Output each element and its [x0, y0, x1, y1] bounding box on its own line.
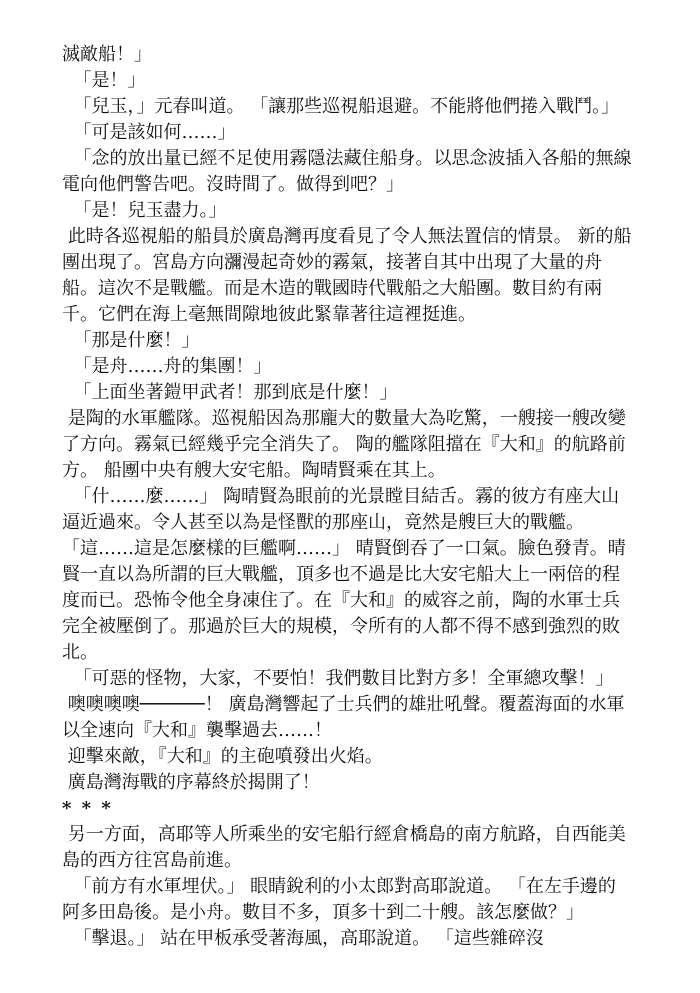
paragraph: 「什……麼……」 陶晴賢為眼前的光景瞠目結舌。霧的彼方有座大山逼近過來。令人甚至以為是怪獸的那座山，竟然是艘巨大的戰艦。 「這……這是怎麼樣的巨艦啊……」 晴賢倒吞了一口氣。臉色發青。晴賢一直以為所謂的巨大戰艦，頂多也不過是比大安宅船大上一兩倍的程度而已。恐怖令他全身凍住了。在『大和』的威容之前，陶的水軍士兵完全被壓倒了。那過於巨大的規模，令所有的人都不得不感到強烈的敗北。 — [62, 486, 626, 663]
paragraph: 「兒玉，」元春叫道。 「讓那些巡視船退避。不能將他們捲入戰鬥。」 — [62, 96, 620, 117]
paragraph: 「是！」 — [62, 70, 146, 91]
section-separator: * * * — [62, 798, 113, 819]
paragraph: 「可是該如何……」 — [62, 122, 236, 143]
paragraph: 「上面坐著鎧甲武者！那到底是什麼！」 — [62, 382, 398, 403]
page-text — [62, 42, 632, 952]
paragraph: 滅敵船！」 — [62, 44, 152, 65]
paragraph: 「擊退。」 站在甲板承受著海風，高耶說道。 「這些雜碎沒 — [62, 928, 544, 949]
paragraph: 「那是什麼！」 — [62, 330, 200, 351]
paragraph: 此時各巡視船的船員於廣島灣再度看見了令人無法置信的情景。 新的船團出現了。宮島方向瀰漫起奇妙的霧氣，接著自其中出現了大量的舟船。這次不是戰艦。而是木造的戰國時代戰船之大船團。數目約有兩千。它們在海上毫無間隙地彼此緊靠著往這裡挺進。 — [62, 226, 632, 325]
paragraph: 迎擊來敵，『大和』的主砲噴發出火焰。 — [62, 746, 383, 767]
paragraph: 「可惡的怪物，大家，不要怕！我們數目比對方多！全軍總攻擊！」 — [62, 668, 614, 689]
paragraph: 是陶的水軍艦隊。巡視船因為那龐大的數量大為吃驚，一艘接一艘改變了方向。霧氣已經幾乎完全消失了。 陶的艦隊阻擋在『大和』的航路前方。 船團中央有艘大安宅船。陶晴賢乘在其上。 — [62, 408, 626, 481]
paragraph: 「是！兒玉盡力。」 — [62, 200, 227, 221]
paragraph: 「是舟……舟的集團！」 — [62, 356, 272, 377]
paragraph: 「前方有水軍埋伏。」 眼睛銳利的小太郎對高耶說道。 「在左手邊的阿多田島後。是小舟。數目不多，頂多十到二十艘。該怎麼做？」 — [62, 876, 616, 923]
paragraph: 另一方面，高耶等人所乘坐的安宅船行經倉橋島的南方航路，自西能美島的西方往宮島前進。 — [62, 824, 626, 871]
paragraph: 「念的放出量已經不足使用霧隱法藏住船身。以思念波插入各船的無線電向他們警告吧。沒時間了。做得到吧？」 — [62, 148, 632, 195]
paragraph: 廣島灣海戰的序幕終於揭開了！ — [62, 772, 320, 793]
paragraph: 噢噢噢噢──────！ 廣島灣響起了士兵們的雄壯吼聲。覆蓋海面的水軍以全速向『大和』襲擊過去……！ — [62, 694, 625, 741]
